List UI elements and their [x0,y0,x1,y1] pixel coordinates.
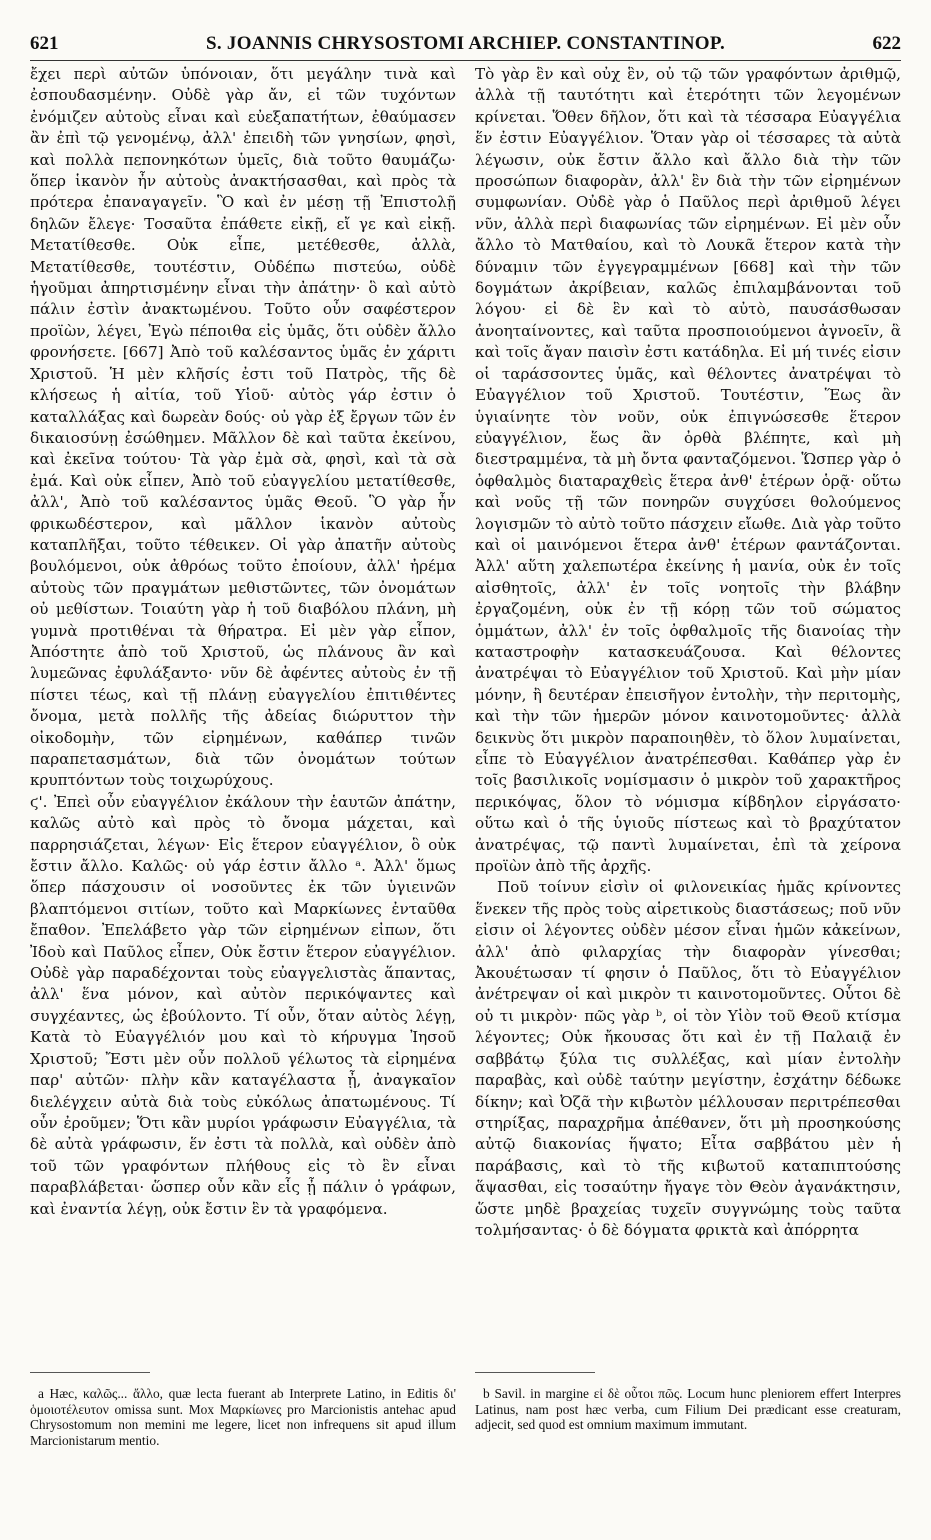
page-number-right: 622 [872,33,901,54]
page-number-left: 621 [30,33,59,54]
footnote-separator [30,1372,150,1373]
header-rule [30,60,901,61]
paragraph: ἔχει περὶ αὐτῶν ὑπόνοιαν, ὅτι μεγάλην τινὰ καὶ ἐσπουδασμένην. Οὐδὲ γὰρ ἄν, εἰ τῶν τυχόντων ἐνόμιζεν αὐτοὺς εἶναι καὶ εὐεξαπατήτων, ἐθαύμασεν ἂν ἐπὶ τῷ γενομένῳ, ἀλλ' ἐπειδὴ τῶν γνησίων, φησὶ, καὶ πολλὰ πεπονηκότων ὑμεῖς, διὰ τοῦτο θαυμάζω· ὅπερ ἱκανὸν ἦν αὐτοὺς ἀνακτήσασθαι, καὶ πρὸς τὰ πρότερα ἐπαναγαγεῖν. Ὃ καὶ ἐν μέσῃ τῇ Ἐπιστολῇ δηλῶν ἔλεγε· Τοσαῦτα ἐπάθετε εἰκῇ, εἴ γε καὶ εἰκῇ. Μετατίθεσθε. Οὐκ εἶπε, μετέθεσθε, ἀλλὰ, Μετατίθεσθε, τουτέστιν, Οὐδέπω πιστεύω, οὐδὲ ἡγοῦμαι ἀπηρτισμένην εἶναι τὴν ἀπάτην· ὃ καὶ αὐτὸ πάλιν ἐστὶν ἀνακτωμένου. Τοῦτο οὖν σαφέστερον προϊὼν, λέγει, Ἐγὼ πέποιθα εἰς ὑμᾶς, ὅτι οὐδὲν ἄλλο φρονήσετε. [667] Ἀπὸ τοῦ καλέσαντος ὑμᾶς ἐν χάριτι Χριστοῦ. Ἡ μὲν κλῆσίς ἐστι τοῦ Πατρὸς, τῆς δὲ κλήσεως ἡ αἰτία, τοῦ Υἱοῦ· αὐτὸς γάρ ἐστιν ὁ καταλλάξας καὶ δωρεὰν δούς· οὐ γὰρ ἐξ ἔργων τῶν ἐν δικαιοσύνῃ ἐσώθημεν. Μᾶλλον δὲ καὶ ταῦτα ἐκείνου, καὶ ἐκεῖνα τούτου· Τὰ γὰρ ἐμὰ σὰ, φησὶ, καὶ τὰ σὰ ἐμά. Καὶ οὐκ εἶπεν, Ἀπὸ τοῦ εὐαγγελίου μετατίθεσθε, ἀλλ', Ἀπὸ τοῦ καλέσαντος ὑμᾶς Θεοῦ. Ὃ γὰρ ἦν φρικωδέστερον, καὶ μᾶλλον ἱκανὸν αὐτοὺς καταπλῆξαι, τοῦτο τέθεικεν. Οἱ γὰρ ἀπατῆν αὐτοὺς βουλόμενοι, οὐκ ἀθρόως τοῦτο ἐποίουν, ἀλλ' ἠρέμα αὐτοὺς τῶν πραγμάτων μεθιστῶντες, τῶν ὀνομάτων οὐ μεθίστων. Τοιαύτη γὰρ ἡ τοῦ διαβόλου πλάνη, μὴ γυμνὰ προτιθέναι τὰ θήρατρα. Εἰ μὲν γὰρ εἶπον, Ἀπόστητε ἀπὸ τοῦ Χριστοῦ, ὡς πλάνους ἂν καὶ λυμεῶνας ἐφυλάξαντο· νῦν δὲ ἀφέντες αὐτοὺς ἐν τῇ πίστει τέως, καὶ τῇ πλάνῃ εὐαγγελίου ἐπιτιθέντες ὄνομα, μετὰ πολλῆς τῆς ἀδείας διώρυττον τὴν οἰκοδομὴν, τῶν εἰρημένων, καθάπερ τινῶν παραπετασμάτων, διὰ τῶν ὀνομάτων τούτων κρυπτόντων τοὺς τοιχωρύχους. [30,65,456,790]
footnote-b: b Savil. in margine εἰ δὲ οὗτοι πῶς. Locum hunc pleniorem effert Interpres Latinus, nam post hæc verba, cum Filium Dei prædicant esse creaturam, adjecit, sed quod est omnium maximum immutant. [475,1386,901,1432]
paragraph: Τὸ γὰρ ἓν καὶ οὐχ ἓν, οὐ τῷ τῶν γραφόντων ἀριθμῷ, ἀλλὰ τῇ ταυτότητι καὶ ἑτερότητι τῶν λεγομένων κρίνεται. Ὅθεν δῆλον, ὅτι καὶ τὰ τέσσαρα Εὐαγγέλια ἕν ἐστιν Εὐαγγέλιον. Ὅταν γὰρ οἱ τέσσαρες τὰ αὐτὰ λέγωσιν, οὐκ ἔστιν ἄλλο καὶ ἄλλο διὰ τὴν τῶν προσώπων διαφορὰν, ἀλλ' ἓν διὰ τὴν τῶν εἰρημένων συμφωνίαν. Οὐδὲ γὰρ ὁ Παῦλος περὶ ἀριθμοῦ λέγει νῦν, ἀλλὰ περὶ διαφωνίας τῶν εἰρημένων. Εἰ μὲν οὖν ἄλλο τὸ Ματθαίου, καὶ τὸ Λουκᾶ ἕτερον κατὰ τὴν δύναμιν τῶν ἐγγεγραμμένων [668] καὶ τὴν τῶν δογμάτων ἀκρίβειαν, καλῶς ἐπιλαμβάνονται τοῦ λόγου· εἰ δὲ ἓν καὶ τὸ αὐτὸ, παυσάσθωσαν ἀνοηταίνοντες, καὶ ταῦτα προσποιούμενοι ἀγνοεῖν, ἃ καὶ τοῖς ἄγαν παισὶν ἐστι κατάδηλα. Εἰ μή τινές εἰσιν οἱ ταράσσοντες ὑμᾶς, καὶ θέλοντες ἀνατρέψαι τὸ Εὐαγγέλιον τοῦ Χριστοῦ. Τουτέστιν, Ἕως ἂν ὑγιαίνητε τὸν νοῦν, οὐκ ἐπιγνώσεσθε ἕτερον εὐαγγέλιον, ἕως ἂν ὀρθὰ βλέπητε, καὶ μὴ διεστραμμένα, τὰ μὴ ὄντα φανταζόμενοι. Ὥσπερ γὰρ ὁ ὀφθαλμὸς διαταραχθεὶς ἕτερα ἀνθ' ἑτέρων ὁρᾷ· οὕτω καὶ νοῦς τῇ τῶν πονηρῶν συγχύσει θολούμενος λογισμῶν τὸ αὐτὸ τοῦτο πάσχειν εἴωθε. Διὰ γὰρ τοῦτο καὶ οἱ μαινόμενοι ἕτερα ἀνθ' ἑτέρων φαντάζονται. Ἀλλ' αὕτη χαλεπωτέρα ἐκείνης ἡ μανία, οὐκ ἐν τοῖς αἰσθητοῖς, ἀλλ' ἐν τοῖς νοητοῖς τὴν βλάβην ἐργαζομένη, οὐκ ἐν τῇ κόρῃ τῶν τοῦ σώματος ὀμμάτων, ἀλλ' ἐν τοῖς ὀφθαλμοῖς τῆς διανοίας τὴν καταστροφὴν κατασκευάζουσα. Καὶ θέλοντες ἀνατρέψαι τὸ Εὐαγγέλιον τοῦ Χριστοῦ. Καὶ μὴν μίαν μόνην, ἢ δευτέραν ἐπεισῆγον ἐντολὴν, τὴν περιτομὴς, καὶ τὴν τῶν ἡμερῶν μόνον καινοτομοῦντες· ἀλλὰ δεικνὺς ὅτι μικρὸν παραποιηθὲν, τὸ ὅλον λυμαίνεται, εἶπε τὸ Εὐαγγέλιον ἀνατρέπεσθαι. Καθάπερ γὰρ ἐν τοῖς βασιλικοῖς νομίσμασιν ὁ μικρὸν τοῦ χαρακτῆρος περικόψας, ὅλον τὸ νόμισμα κίβδηλον εἰργάσατο· οὕτω καὶ ὁ τῆς ὑγιοῦς πίστεως καὶ τὸ βραχύτατον ἀνατρέψας, τῷ παντὶ λυμαίνεται, ἐπὶ τὰ χείρονα προϊὼν ἀπὸ τῆς ἀρχῆς. [475,65,901,876]
paragraph: Ποῦ τοίνυν εἰσὶν οἱ φιλονεικίας ἡμᾶς κρίνοντες ἕνεκεν τῆς πρὸς τοὺς αἱρετικοὺς διαστάσεως; ποῦ νῦν εἰσιν οἱ λέγοντες οὐδὲν μέσον εἶναι ἡμῶν κἀκείνων, ἀλλ' ἀπὸ φιλαρχίας τὴν διαφορὰν γίνεσθαι; Ἀκουέτωσαν τί φησιν ὁ Παῦλος, ὅτι τὸ Εὐαγγέλιον ἀνέτρεψαν οἱ καὶ μικρὸν τι καινοτομοῦντες. Οὗτοι δὲ οὐ τι μικρὸν· πῶς γὰρ ᵇ, οἱ τὸν Υἱὸν τοῦ Θεοῦ κτίσμα λέγοντες; Οὐκ ἤκουσας ὅτι καὶ ἐν τῇ Παλαιᾷ ἐν σαββάτῳ ξύλα τις συλλέξας, καὶ μίαν ἐντολὴν παραβὰς, καὶ οὐδὲ ταύτην μεγίστην, ἐσχάτην δέδωκε δίκην; καὶ Ὀζᾶ τὴν κιβωτὸν μέλλουσαν περιτρέπεσθαι στηρίξας, παραχρῆμα ἀπέθανεν, ὅτι μὴ προσηκούσης αὐτῷ διακονίας ἥψατο; Εἶτα σαββάτου μὲν ἡ παράβασις, καὶ τὸ τῆς κιβωτοῦ καταπιπτούσης ἅψασθαι, εἰς τοσαύτην ἤγαγε τὸν Θεὸν ἀγανάκτησιν, ὥστε μηδὲ βραχείας τυχεῖν συγγνώμης τοὺς ταῦτα τολμήσαντας· ὁ δὲ δόγματα φρικτὰ καὶ ἀπόρρητα [475,878,901,1239]
running-title: S. JOANNIS CHRYSOSTOMI ARCHIEP. CONSTANTINOP. [205,33,726,54]
running-header [30,30,901,58]
paragraph-section-6: ϛ'. Ἐπεὶ οὖν εὐαγγέλιον ἐκάλουν τὴν ἑαυτῶν ἀπάτην, καλῶς αὐτὸ καὶ πρὸς τὸ ὄνομα μάχεται, καὶ παρρησιάζεται, λέγων· Εἰς ἕτερον εὐαγγέλιον, ὃ οὐκ ἔστιν ἄλλο. Καλῶς· οὐ γάρ ἐστιν ἄλλο ᵃ. Ἀλλ' ὅμως ὅπερ πάσχουσιν οἱ νοσοῦντες ἐκ τῶν ὑγιεινῶν βλαπτόμενοι σιτίων, τοῦτο καὶ Μαρκίωνες ἐνταῦθα ἔπαθον. Ἐπελάβετο γὰρ τῶν εἰρημένων εἰπων, ὅτι Ἰδοὺ καὶ Παῦλος εἶπεν, Οὐκ ἔστιν ἕτερον εὐαγγέλιον. Οὐδὲ γὰρ παραδέχονται τοὺς εὐαγγελιστὰς ἅπαντας, ἀλλ' ἕνα μόνον, καὶ αὐτὸν περικόψαντες καὶ συγχέαντες, ὡς ἐβούλοντο. Τί οὖν, ὅταν αὐτὸς λέγῃ, Κατὰ τὸ Εὐαγγέλιόν μου καὶ τὸ κήρυγμα Ἰησοῦ Χριστοῦ; Ἔστι μὲν οὖν πολλοῦ γέλωτος τὰ εἰρημένα παρ' αὐτῶν· πλὴν κἂν καταγέλαστα ᾖ, ἀναγκαῖον διελέγχειν αὐτὰ διὰ τοὺς εὐκόλως ἀπατωμένους. Τί οὖν ἐροῦμεν; Ὅτι κἂν μυρίοι γράφωσιν Εὐαγγέλια, τὰ δὲ αὐτὰ γράφωσιν, ἕν ἐστι τὰ πολλὰ, καὶ οὐδὲν ἀπὸ τοῦ τῶν γραφόντων πλήθους εἰς τὸ ἓν εἶναι παραβλάβεται· ὥσπερ οὖν κἂν εἷς ᾖ πάλιν ὁ γράφων, καὶ ἐναντία λέγῃ, οὐκ ἔστιν ἓν τὰ γραφόμενα. [30,792,456,1218]
footnote-a: a Hæc, καλῶς... ἄλλο, quæ lecta fuerant ab Interprete Latino, in Editis δι' ὁμοιοτέλευτον omissa sunt. Mox Μαρκίωνες pro Marcionistis antehac apud Chrysostomum non memini me legere, licet non infrequens sit apud illum Marcionistarum mentio. [30,1386,456,1448]
right-column [475,64,901,1344]
footnote-separator [475,1372,595,1373]
left-column [30,64,456,1344]
